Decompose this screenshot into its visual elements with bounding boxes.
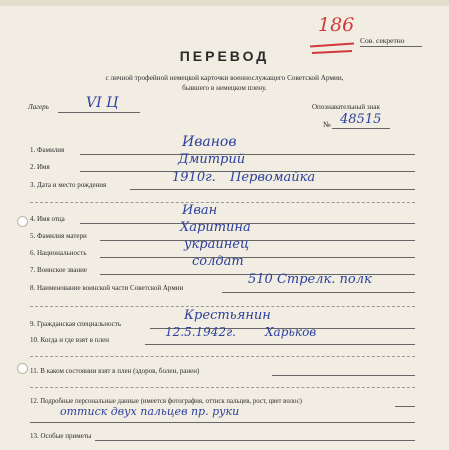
punch-hole-top <box>17 216 28 227</box>
field-marks-line <box>95 440 415 441</box>
field-birth-label: 3. Дата и место рождения <box>30 181 107 189</box>
document-subtitle-line-1: с личной трофейной немецкой карточки военнослужащего Советской Армии, <box>105 74 344 82</box>
field-unit-label: 8. Наименование воинской части Советской Армии <box>30 284 184 292</box>
field-marks-label: 13. Особые приметы <box>30 432 92 440</box>
field-captured-date-value: 12.5.1942г. <box>165 325 236 339</box>
field-rank-value: солдат <box>192 254 244 269</box>
field-specialty-value: Крестьянин <box>184 308 271 323</box>
registry-underline-1 <box>310 42 354 47</box>
field-mother-value: Харитина <box>180 220 251 235</box>
field-rank-label: 7. Воинское звание <box>30 266 87 274</box>
field-captured-extra-line <box>30 356 415 357</box>
field-personal-data-line <box>395 406 415 407</box>
field-birth-place-value: Первомайка <box>230 170 316 185</box>
field-surname-value: Иванов <box>182 134 237 150</box>
field-nationality-value: украинец <box>184 237 250 252</box>
field-birth-date-value: 1910г. <box>172 170 216 185</box>
field-mother-line <box>100 240 415 241</box>
field-father-value: Иван <box>182 203 218 218</box>
secrecy-mark: Сов. секретно <box>360 36 405 45</box>
field-name-value: Дмитрий <box>178 152 246 167</box>
document-subtitle-line-2: бывшего в немецком плену. <box>182 84 267 92</box>
field-unit-value: 510 Стрелк. полк <box>248 272 372 287</box>
field-condition-extra-line <box>30 387 415 388</box>
secrecy-underline <box>360 46 422 47</box>
tag-label: Опознавательный знак <box>312 103 380 111</box>
field-personal-data-label: 12. Подробные персональные данные (имеется фотография, оттиск пальцев, рост, цвет волос) <box>30 398 302 405</box>
field-personal-data-value-line <box>30 422 415 423</box>
field-captured-label: 10. Когда и где взят в плен <box>30 336 109 344</box>
field-surname-line <box>80 154 415 155</box>
field-name-label: 2. Имя <box>30 163 50 171</box>
registry-number: 186 <box>318 14 355 36</box>
field-mother-label: 5. Фамилия матери <box>30 232 87 240</box>
camp-value: VI Ц <box>86 95 119 111</box>
field-nationality-label: 6. Национальность <box>30 249 87 257</box>
field-unit-line <box>222 292 415 293</box>
camp-label: Лагерь <box>28 103 49 111</box>
field-birth-line <box>130 189 415 190</box>
field-personal-data-value: оттиск двух пальцев пр. руки <box>60 405 240 418</box>
field-birth-extra-line <box>30 202 415 203</box>
field-father-label: 4. Имя отца <box>30 215 65 223</box>
field-condition-label: 11. В каком состоянии взят в плен (здоров, болен, ранен) <box>30 367 200 375</box>
field-surname-label: 1. Фамилия <box>30 146 65 154</box>
document-title: ПЕРЕВОД <box>179 48 270 64</box>
field-captured-line <box>145 344 415 345</box>
field-nationality-line <box>100 257 415 258</box>
field-unit-extra-line <box>30 306 415 307</box>
tag-number-value: 48515 <box>340 112 382 127</box>
field-condition-line <box>272 375 415 376</box>
punch-hole-bottom <box>17 363 28 374</box>
camp-line <box>58 112 140 113</box>
tag-number-line <box>332 128 390 129</box>
paper-top-edge <box>0 0 449 6</box>
tag-number-prefix: № <box>323 120 331 129</box>
field-captured-place-value: Харьков <box>265 325 317 339</box>
field-specialty-label: 9. Гражданская специальность <box>30 320 122 328</box>
